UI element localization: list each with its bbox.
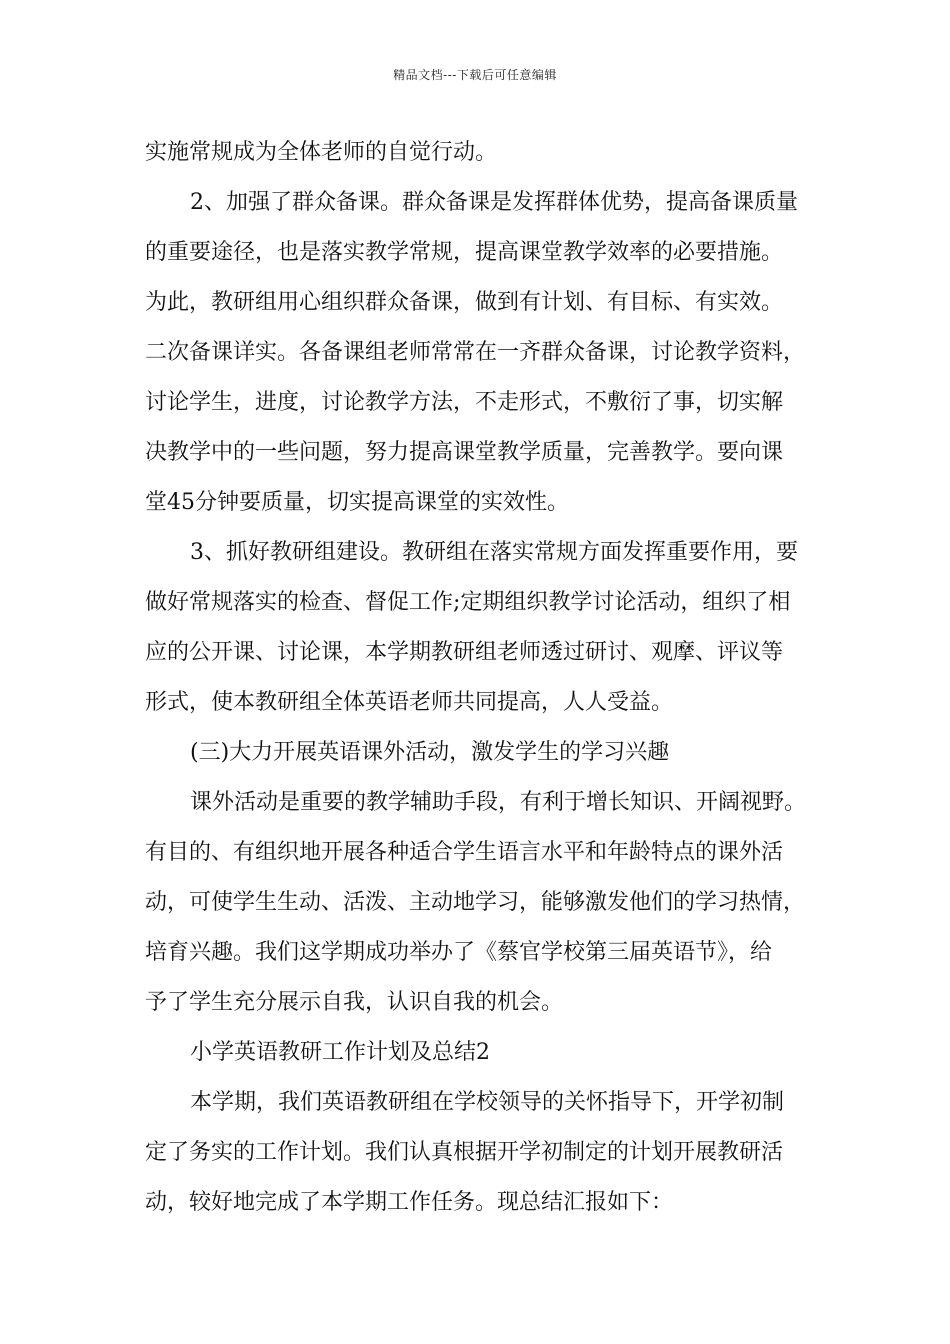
- text-line: 予了学生充分展示自我，认识自我的机会。: [145, 990, 564, 1015]
- text-line: 3、抓好教研组建设。教研组在落实常规方面发挥重要作用，要: [190, 540, 798, 565]
- text-line: 动，较好地完成了本学期工作任务。现总结汇报如下：: [145, 1190, 674, 1215]
- text-line: 堂45分钟要质量，切实提高课堂的实效性。: [145, 490, 569, 515]
- text-line: 定了务实的工作计划。我们认真根据开学初制定的计划开展教研活: [145, 1140, 784, 1165]
- text-line: 讨论学生，进度，讨论教学方法，不走形式，不敷衍了事，切实解: [145, 390, 784, 415]
- text-line: 决教学中的一些问题，努力提高课堂教学质量，完善教学。要向课: [145, 440, 784, 465]
- document-subtitle: 小学英语教研工作计划及总结2: [190, 1040, 490, 1065]
- text-line: 形式，使本教研组全体英语老师共同提高，人人受益。: [145, 690, 674, 715]
- text-line: 有目的、有组织地开展各种适合学生语言水平和年龄特点的课外活: [145, 840, 784, 865]
- text-line: 本学期，我们英语教研组在学校领导的关怀指导下，开学初制: [190, 1090, 785, 1115]
- text-line: 二次备课详实。各备课组老师常常在一齐群众备课，讨论教学资料，: [145, 340, 806, 365]
- document-body: [145, 128, 815, 1228]
- text-line: 课外活动是重要的教学辅助手段，有利于增长知识、开阔视野。: [190, 790, 807, 815]
- text-line: 做好常规落实的检查、督促工作;定期组织教学讨论活动，组织了相: [145, 590, 791, 615]
- section-heading: (三)大力开展英语课外活动，激发学生的学习兴趣: [190, 740, 670, 765]
- text-line: 的重要途径，也是落实教学常规，提高课堂教学效率的必要措施。: [145, 240, 784, 265]
- text-line: 为此，教研组用心组织群众备课，做到有计划、有目标、有实效。: [145, 290, 784, 315]
- text-line: 实施常规成为全体老师的自觉行动。: [145, 140, 498, 165]
- text-line: 培育兴趣。我们这学期成功举办了《蔡官学校第三届英语节》，给: [145, 940, 773, 965]
- text-line: 应的公开课、讨论课，本学期教研组老师透过研讨、观摩、评议等: [145, 640, 784, 665]
- text-line: 2、加强了群众备课。群众备课是发挥群体优势，提高备课质量: [190, 190, 798, 215]
- page-header: 精品文档---下载后可任意编辑: [393, 68, 557, 82]
- text-line: 动，可使学生生动、活泼、主动地学习，能够激发他们的学习热情，: [145, 890, 806, 915]
